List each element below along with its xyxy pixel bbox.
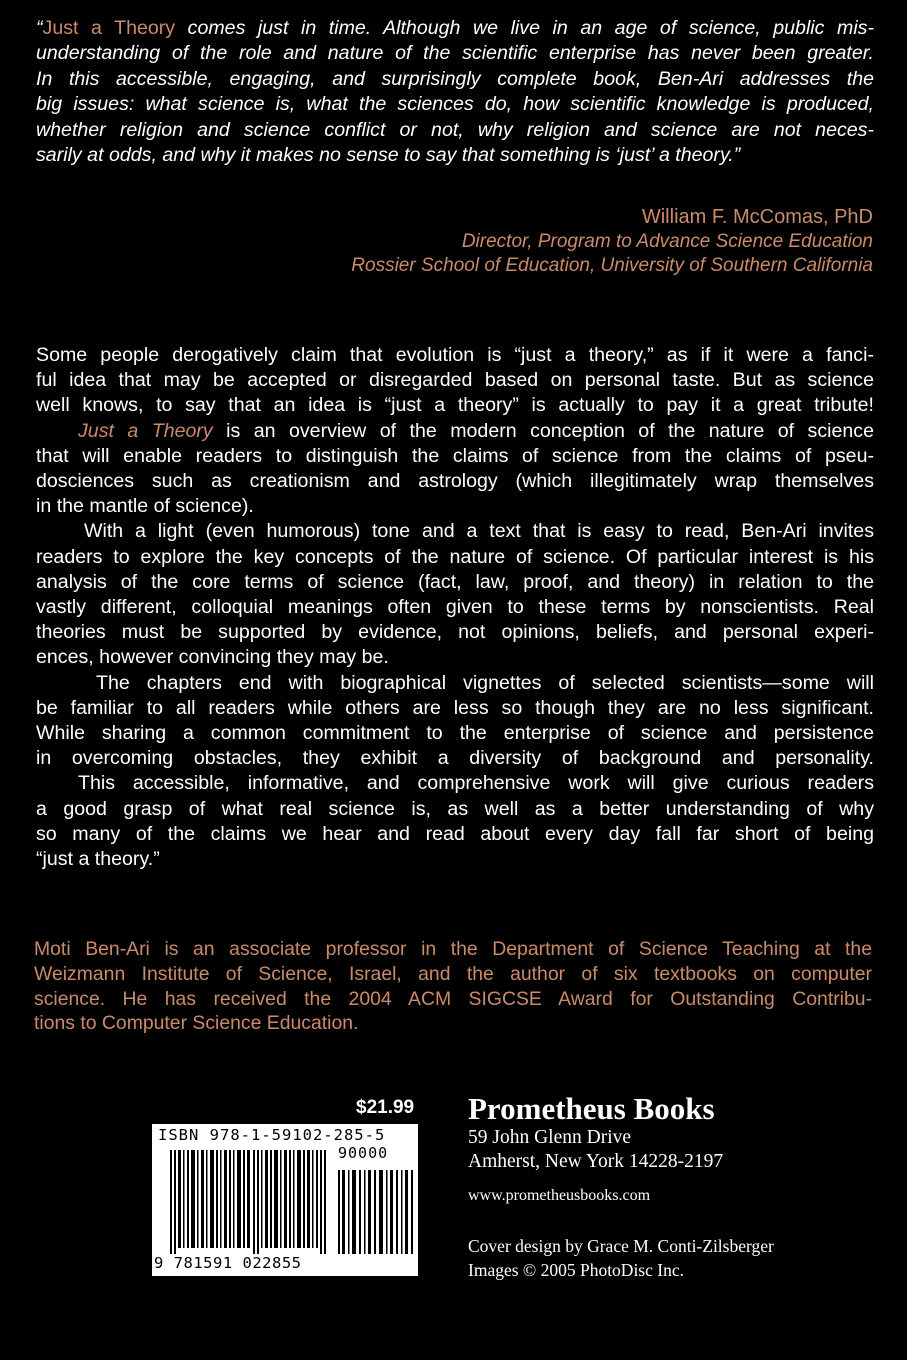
description-line: Just a Theory is an overview of the modern conception of the nature of science — [78, 419, 874, 442]
endorsement-attribution — [351, 204, 873, 278]
book-title-ref: Just a Theory — [42, 17, 176, 39]
quote-line: big issues: what science is, what the sciences do, how scientific knowledge is produced, — [36, 93, 874, 116]
description-line: ences, however convincing they may be. — [36, 646, 389, 669]
publisher-block — [468, 1092, 723, 1206]
description-line: in overcoming obstacles, they exhibit a diversity of background and personality. — [36, 747, 874, 770]
description-line: dosciences such as creationism and astrology (which illegitimately wrap themselves — [36, 470, 874, 493]
isbn-barcode — [152, 1124, 418, 1276]
bio-line: tions to Computer Science Education. — [34, 1012, 359, 1035]
author-bio — [34, 937, 872, 1036]
barcode-bars — [170, 1146, 416, 1254]
author-name: Moti Ben-Ari — [34, 938, 150, 960]
quote-line: understanding of the role and nature of the scientific enterprise has never been greater. — [36, 42, 874, 65]
publisher-name: Prometheus Books — [468, 1091, 715, 1126]
quote-line: sarily at odds, and why it makes no sense to say that something is ‘just’ a theory.” — [36, 144, 741, 167]
quote-line: whether religion and science conflict or not, why religion and science are not neces- — [36, 118, 874, 141]
description-line: This accessible, informative, and comprehensive work will give curious readers — [78, 772, 874, 795]
description-line: well knows, to say that an idea is “just a theory” is actually to pay it a great tribute! — [36, 394, 874, 417]
bio-line: science. He has received the 2004 ACM SIGCSE Award for Outstanding Contribu- — [34, 987, 872, 1010]
description-line: ful idea that may be accepted or disregarded based on personal taste. But as science — [36, 369, 874, 392]
description-line: theories must be supported by evidence, not opinions, beliefs, and personal experi- — [36, 621, 874, 644]
book-description — [36, 343, 874, 872]
description-line: analysis of the core terms of science (fact, law, proof, and theory) in relation to the — [36, 570, 874, 593]
barcode-addon-number: 90000 — [338, 1144, 389, 1162]
publisher-url: www.prometheusbooks.com — [468, 1187, 651, 1204]
barcode-ean-number: 9 781591 022855 — [154, 1254, 302, 1272]
description-line: “just a theory.” — [36, 848, 160, 871]
book-title-ref: Just a Theory — [78, 419, 213, 442]
bio-line: Weizmann Institute of Science, Israel, and the author of six textbooks on computer — [34, 962, 872, 985]
endorsement-quote — [36, 16, 874, 168]
endorser-affiliation: Rossier School of Education, University of Southern California — [351, 255, 873, 276]
description-line: While sharing a common commitment to the enterprise of science and persistence — [36, 722, 874, 745]
bio-line: Moti Ben-Ari is an associate professor in the Department of Science Teaching at the — [34, 938, 872, 960]
description-line: be familiar to all readers while others are less so though they are no less significant. — [36, 696, 874, 719]
description-line: With a light (even humorous) tone and a text that is easy to read, Ben-Ari invites — [84, 520, 874, 543]
description-line: vastly different, colloquial meanings often given to these terms by nonscientists. Real — [36, 596, 874, 619]
description-line: so many of the claims we hear and read about every day fall far short of being — [36, 822, 874, 845]
cover-credits — [468, 1234, 774, 1282]
quote-line: In this accessible, engaging, and surprisingly complete book, Ben-Ari addresses the — [36, 67, 874, 90]
publisher-address-line: 59 John Glenn Drive — [468, 1127, 632, 1148]
endorser-role: Director, Program to Advance Science Education — [461, 231, 873, 252]
cover-design-credit: Cover design by Grace M. Conti-Zilsberger — [468, 1236, 774, 1256]
description-line: a good grasp of what real science is, as well as a better understanding of why — [36, 797, 874, 820]
description-line: readers to explore the key concepts of the nature of science. Of particular interest is his — [36, 545, 874, 568]
description-line: in the mantle of science). — [36, 495, 254, 518]
endorser-name: William F. McComas, PhD — [641, 206, 873, 228]
isbn-text: ISBN 978-1-59102-285-5 — [158, 1126, 386, 1144]
publisher-address-line: Amherst, New York 14228-2197 — [468, 1151, 724, 1172]
price-label: $21.99 — [356, 1097, 415, 1118]
description-line: Some people derogatively claim that evolution is “just a theory,” as if it were a fanci- — [36, 344, 874, 366]
quote-line: “Just a Theory comes just in time. Although we live in an age of science, public mis- — [36, 17, 874, 39]
description-line: that will enable readers to distinguish the claims of science from the claims of pseu- — [36, 444, 874, 467]
images-credit: Images © 2005 PhotoDisc Inc. — [468, 1260, 684, 1280]
description-line: The chapters end with biographical vignettes of selected scientists—some will — [96, 671, 874, 694]
